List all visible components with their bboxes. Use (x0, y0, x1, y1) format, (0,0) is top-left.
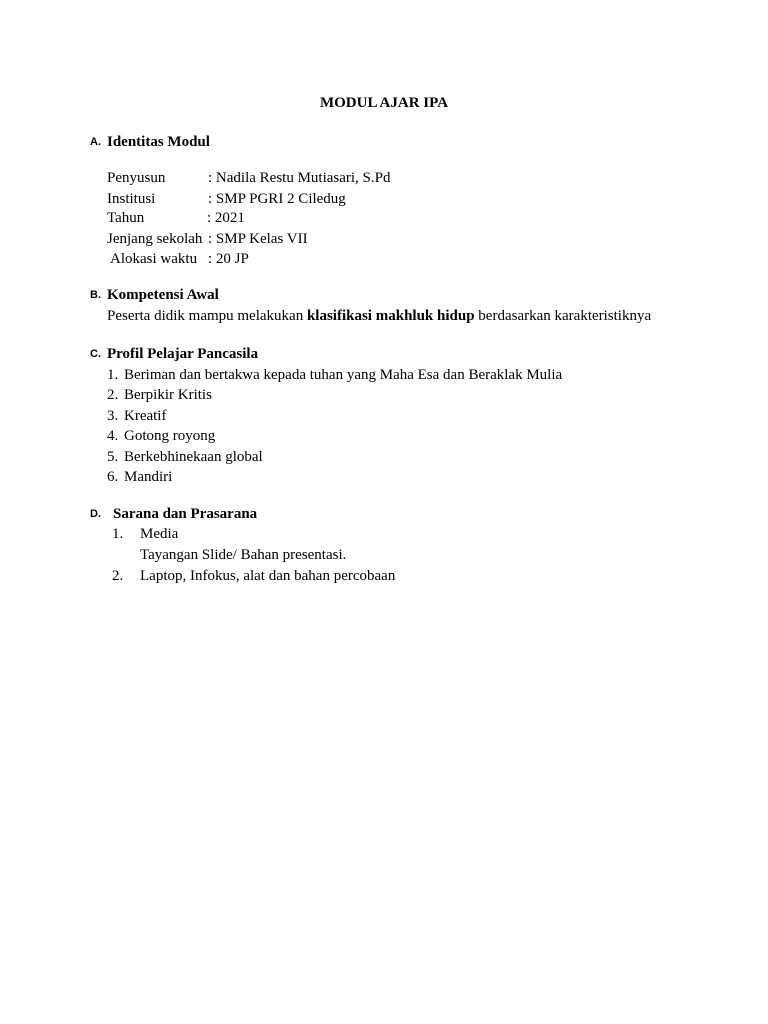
document-title: MODUL AJAR IPA (319, 95, 449, 111)
identity-label: Jenjang sekolah (107, 231, 203, 247)
section-a-letter: A. (90, 136, 101, 148)
list-item: Berpikir Kritis (124, 387, 212, 403)
list-item-number: 6. (107, 469, 119, 485)
identity-value: : SMP Kelas VII (208, 231, 308, 247)
list-item: Laptop, Infokus, alat dan bahan percobaan (140, 568, 396, 584)
competency-paragraph (107, 306, 651, 326)
list-item-number: 4. (107, 428, 119, 444)
section-d-letter: D. (90, 508, 101, 520)
competency-text-before: Peserta didik mampu melakukan (107, 308, 307, 324)
identity-label: Penyusun (107, 170, 166, 186)
list-item-number: 1. (107, 367, 119, 383)
list-item: Beriman dan bertakwa kepada tuhan yang Maha Esa dan Beraklak Mulia (124, 367, 563, 383)
list-item-number: 2. (107, 387, 119, 403)
list-item-number: 2. (112, 568, 124, 584)
section-a-title: Identitas Modul (107, 134, 210, 150)
list-item: Berkebhinekaan global (124, 449, 263, 465)
section-c-letter: C. (90, 348, 101, 360)
list-item: Mandiri (124, 469, 173, 485)
identity-label: Institusi (107, 191, 156, 207)
identity-label: Tahun (107, 210, 145, 226)
section-b-letter: B. (90, 289, 101, 301)
identity-value: : 2021 (207, 210, 245, 226)
list-item: Gotong royong (124, 428, 216, 444)
competency-text-bold: klasifikasi makhluk hidup (306, 308, 475, 324)
identity-value: : 20 JP (208, 251, 249, 267)
list-item-number: 1. (112, 526, 124, 542)
list-item-number: 5. (107, 449, 119, 465)
identity-value: : Nadila Restu Mutiasari, S.Pd (208, 170, 391, 186)
list-item-subtext: Tayangan Slide/ Bahan presentasi. (140, 547, 347, 563)
list-item-number: 3. (107, 408, 119, 424)
section-c-title: Profil Pelajar Pancasila (107, 346, 259, 362)
competency-text-after: berdasarkan karakteristiknya (474, 308, 652, 324)
list-item: Media (140, 526, 179, 542)
section-d-title: Sarana dan Prasarana (113, 506, 258, 522)
section-b-title: Kompetensi Awal (107, 287, 219, 303)
identity-value: : SMP PGRI 2 Ciledug (208, 191, 346, 207)
identity-label: Alokasi waktu (110, 251, 198, 267)
list-item: Kreatif (124, 408, 167, 424)
